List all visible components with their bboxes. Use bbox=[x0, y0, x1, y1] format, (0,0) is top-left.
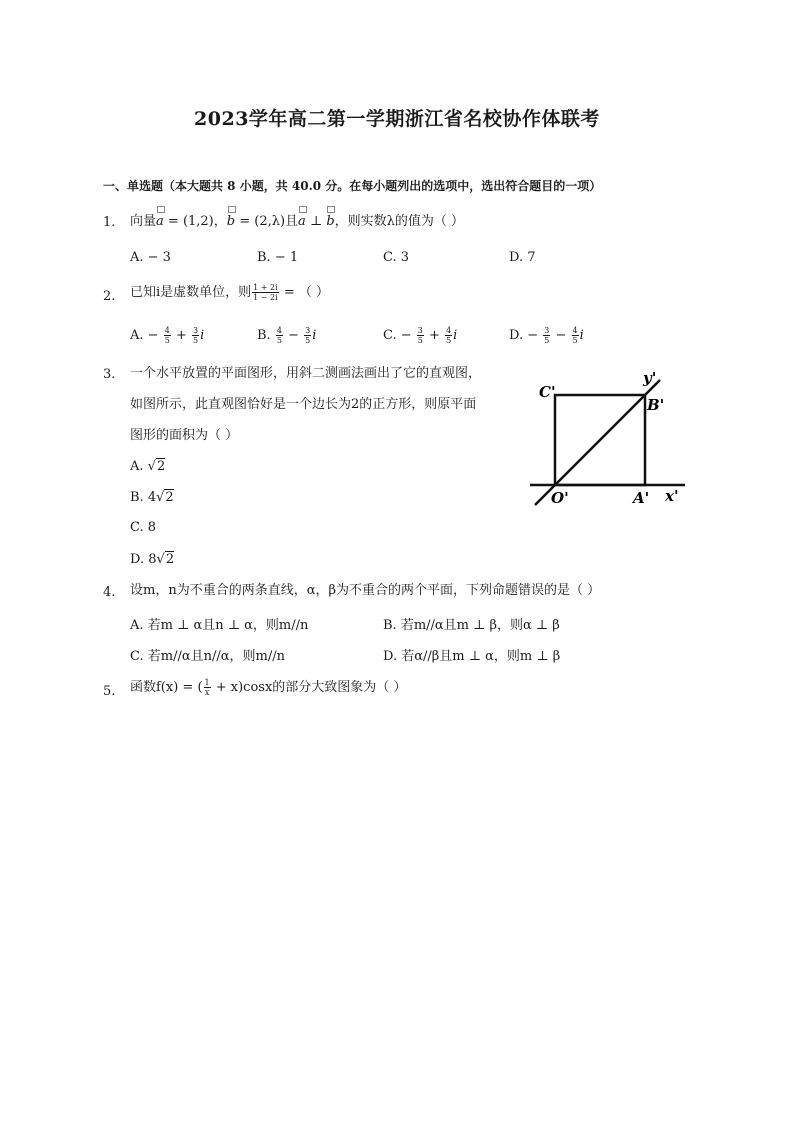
q2-option-c bbox=[383, 326, 457, 345]
option-coefficient: 8 bbox=[148, 552, 157, 567]
option-sign: − bbox=[396, 328, 416, 343]
q3-line-3: 图形的面积为（ ） bbox=[130, 428, 239, 443]
fraction-denominator: 5 bbox=[276, 336, 282, 345]
q4-number: 4. bbox=[103, 585, 116, 600]
q3-line-1: 一个水平放置的平面图形，用斜二测画法画出了它的直观图， bbox=[130, 366, 482, 381]
radicand: 2 bbox=[165, 490, 174, 505]
option-operator: − bbox=[551, 328, 571, 343]
q3-option-c bbox=[130, 520, 156, 535]
q5-fraction bbox=[204, 678, 211, 697]
q2-option-a bbox=[130, 326, 204, 345]
label-a: A' bbox=[633, 489, 650, 507]
q4-option-c: C. 若m//α且n//α，则m//n bbox=[130, 649, 285, 664]
option-fraction bbox=[276, 326, 283, 345]
fraction-numerator: 3 bbox=[305, 326, 311, 335]
fraction-numerator: 1 bbox=[204, 678, 210, 687]
q1-text: 向量 bbox=[130, 214, 157, 229]
q1-stem bbox=[130, 213, 464, 231]
vector-b: b bbox=[226, 214, 236, 229]
q3-option-d bbox=[130, 551, 174, 567]
fraction-denominator: x bbox=[204, 688, 210, 697]
option-fraction bbox=[417, 326, 424, 345]
q5-tail: + x)cosx的部分大致图象为（ ） bbox=[211, 680, 407, 695]
fraction-numerator: 4 bbox=[276, 326, 282, 335]
option-label: D. bbox=[509, 328, 524, 343]
option-sign: − bbox=[523, 328, 543, 343]
imaginary-unit: i bbox=[453, 328, 458, 343]
q1-tail: ，则实数λ的值为（ ） bbox=[334, 214, 465, 229]
option-sign: − bbox=[143, 328, 163, 343]
perp-symbol: ⊥ bbox=[305, 214, 327, 229]
option-coefficient: 4 bbox=[147, 490, 157, 505]
fraction-denominator: 5 bbox=[544, 336, 550, 345]
q2-fraction bbox=[252, 283, 279, 302]
sqrt-symbol: √ bbox=[147, 459, 156, 474]
option-fraction bbox=[543, 326, 550, 345]
label-x: x' bbox=[665, 487, 679, 505]
option-sign bbox=[271, 328, 275, 343]
q1-option-d: D. 7 bbox=[509, 250, 536, 265]
fraction-numerator: 4 bbox=[572, 326, 578, 335]
q4-stem: 设m，n为不重合的两条直线，α，β为不重合的两个平面，下列命题错误的是（ ） bbox=[130, 583, 601, 598]
section-heading: 一、单选题（本大题共 8 小题，共 40.0 分。在每小题列出的选项中，选出符合题目的一项） bbox=[103, 179, 602, 193]
option-fraction bbox=[192, 326, 199, 345]
vector-a: a bbox=[156, 214, 164, 229]
q3-option-a bbox=[130, 458, 165, 474]
option-label: A. bbox=[130, 459, 144, 474]
q3-line-2: 如图所示，此直观图恰好是一个边长为2的正方形，则原平面 bbox=[130, 397, 477, 412]
fraction-numerator: 4 bbox=[446, 326, 452, 335]
option-label: B. bbox=[257, 328, 271, 343]
fraction-denominator: 5 bbox=[446, 336, 452, 345]
fraction-denominator: 5 bbox=[305, 336, 311, 345]
fraction-numerator: 3 bbox=[417, 326, 423, 335]
option-operator: + bbox=[424, 328, 445, 343]
radicand: 2 bbox=[156, 459, 166, 474]
option-fraction bbox=[164, 326, 171, 345]
fraction-denominator: 5 bbox=[164, 336, 170, 345]
q1-option-b: B. − 1 bbox=[257, 250, 299, 265]
q2-stem bbox=[130, 283, 329, 302]
label-o: O' bbox=[551, 489, 569, 507]
q4-option-b: B. 若m//α且m ⊥ β，则α ⊥ β bbox=[383, 618, 560, 633]
fraction-denominator: 1 − 2i bbox=[253, 293, 278, 302]
option-operator: + bbox=[171, 328, 191, 343]
label-b: B' bbox=[647, 396, 665, 414]
label-c: C' bbox=[539, 383, 556, 401]
sqrt-symbol: √ bbox=[156, 490, 165, 505]
q2-number: 2. bbox=[103, 289, 116, 304]
vector-b: b bbox=[326, 214, 335, 229]
fraction-numerator: 3 bbox=[544, 326, 550, 335]
radicand: 2 bbox=[165, 552, 175, 567]
imaginary-unit: i bbox=[579, 328, 584, 343]
q1-option-c: C. 3 bbox=[383, 250, 410, 265]
option-label: C. bbox=[383, 328, 397, 343]
q5-stem bbox=[130, 678, 406, 697]
q2-option-b bbox=[257, 326, 316, 345]
q3-figure bbox=[525, 365, 695, 510]
q3-number: 3. bbox=[103, 367, 116, 382]
q1-number: 1. bbox=[103, 215, 116, 230]
q2-tail: = （ ） bbox=[279, 285, 329, 300]
option-fraction bbox=[445, 326, 452, 345]
fraction-numerator: 1 + 2i bbox=[253, 283, 278, 292]
fraction-denominator: 5 bbox=[192, 336, 199, 345]
q5-function: 函数f(x) = ( bbox=[130, 680, 203, 695]
option-label: A. bbox=[130, 328, 144, 343]
option-fraction bbox=[572, 326, 579, 345]
exam-title: 2023学年高二第一学期浙江省名校协作体联考 bbox=[194, 108, 600, 130]
q5-number: 5. bbox=[103, 684, 116, 699]
fraction-denominator: 5 bbox=[572, 336, 578, 345]
fraction-denominator: 5 bbox=[417, 336, 423, 345]
label-y: y' bbox=[643, 369, 657, 387]
q3-option-b bbox=[130, 489, 174, 505]
q1-option-a: A. − 3 bbox=[130, 250, 171, 265]
q1-eq-a: = (1,2)， bbox=[163, 214, 227, 229]
q1-eq-b: = (2,λ)且 bbox=[235, 214, 299, 229]
imaginary-unit: i bbox=[200, 328, 205, 343]
sqrt-symbol: √ bbox=[156, 552, 165, 567]
q4-option-d: D. 若α//β且m ⊥ α，则m ⊥ β bbox=[383, 649, 561, 664]
q2-text: 已知i是虚数单位，则 bbox=[130, 285, 252, 300]
q4-option-a: A. 若m ⊥ α且n ⊥ α，则m//n bbox=[130, 618, 309, 633]
fraction-numerator: 3 bbox=[192, 326, 199, 335]
q2-option-d bbox=[509, 326, 584, 345]
option-label: D. bbox=[130, 552, 145, 567]
vector-a: a bbox=[298, 214, 306, 229]
option-operator: − bbox=[283, 328, 304, 343]
option-label: B. bbox=[130, 490, 144, 505]
option-coefficient: 8 bbox=[147, 520, 157, 535]
option-fraction bbox=[304, 326, 311, 345]
imaginary-unit: i bbox=[312, 328, 317, 343]
option-label: C. bbox=[130, 520, 144, 535]
fraction-numerator: 4 bbox=[164, 326, 170, 335]
